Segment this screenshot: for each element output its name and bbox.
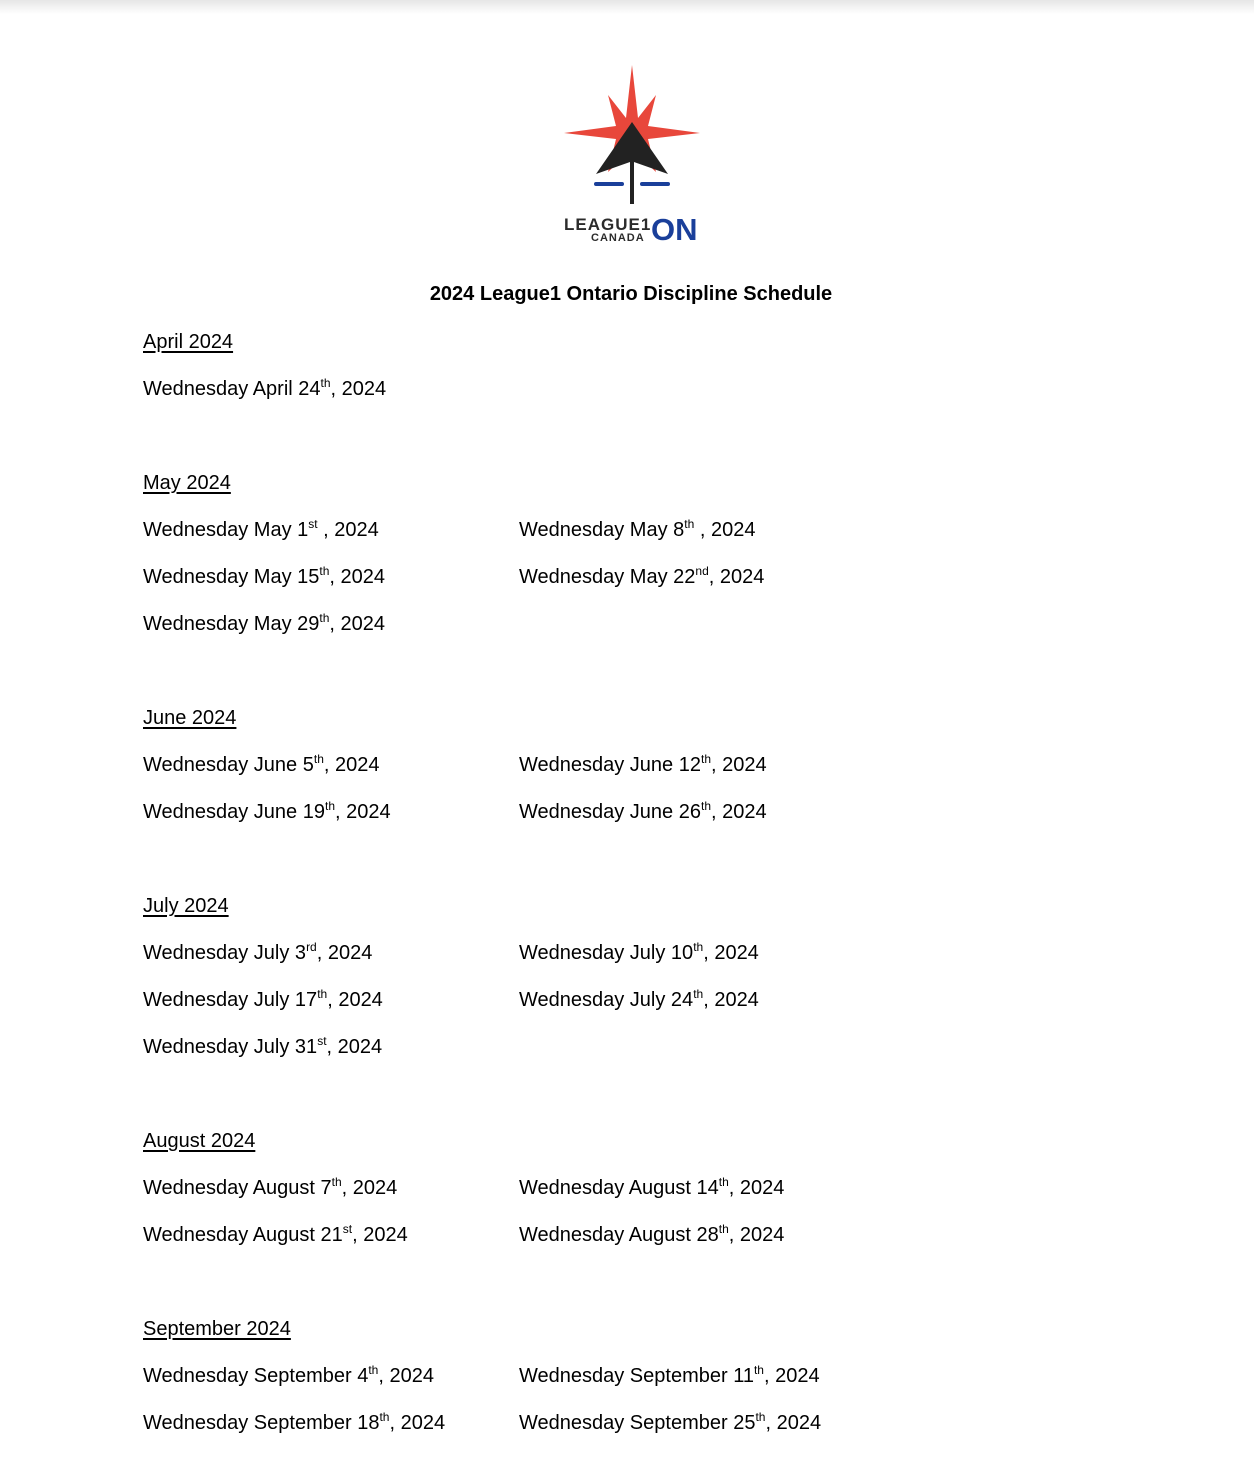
date-item: Wednesday June 26th, 2024 bbox=[519, 799, 767, 823]
date-item: Wednesday August 14th, 2024 bbox=[519, 1175, 785, 1199]
logo-text-on: ON bbox=[651, 212, 698, 247]
month-heading-june: June 2024 bbox=[143, 707, 237, 729]
logo-text-canada: CANADA bbox=[591, 232, 645, 244]
month-heading-august: August 2024 bbox=[143, 1130, 256, 1152]
logo-text-league1: LEAGUE1 bbox=[564, 215, 652, 234]
date-item: Wednesday August 7th, 2024 bbox=[143, 1175, 398, 1199]
date-item: Wednesday September 25th, 2024 bbox=[519, 1410, 822, 1434]
month-heading-may: May 2024 bbox=[143, 472, 231, 494]
date-item: Wednesday May 15th, 2024 bbox=[143, 564, 386, 588]
date-item: Wednesday April 24th, 2024 bbox=[143, 376, 387, 400]
date-item: Wednesday September 18th, 2024 bbox=[143, 1410, 446, 1434]
date-item: Wednesday July 10th, 2024 bbox=[519, 940, 759, 964]
date-item: Wednesday May 22nd, 2024 bbox=[519, 564, 765, 588]
date-item: Wednesday August 28th, 2024 bbox=[519, 1222, 785, 1246]
date-item: Wednesday May 29th, 2024 bbox=[143, 611, 386, 635]
month-heading-july: July 2024 bbox=[143, 895, 229, 917]
date-item: Wednesday September 11th, 2024 bbox=[519, 1363, 820, 1387]
date-item: Wednesday July 31st, 2024 bbox=[143, 1034, 383, 1058]
date-item: Wednesday June 12th, 2024 bbox=[519, 752, 767, 776]
logo-blue-line-left bbox=[594, 182, 624, 186]
date-item: Wednesday September 4th, 2024 bbox=[143, 1363, 434, 1387]
month-heading-september: September 2024 bbox=[143, 1318, 291, 1340]
month-heading-april: April 2024 bbox=[143, 331, 234, 353]
date-item: Wednesday June 19th, 2024 bbox=[143, 799, 391, 823]
date-item: Wednesday May 1st , 2024 bbox=[143, 517, 379, 541]
date-item: Wednesday August 21st, 2024 bbox=[143, 1222, 408, 1246]
page-top-shadow bbox=[0, 0, 1254, 14]
document-title: 2024 League1 Ontario Discipline Schedule bbox=[429, 283, 833, 305]
logo-blue-line-right bbox=[640, 182, 670, 186]
date-item: Wednesday July 17th, 2024 bbox=[143, 987, 383, 1011]
date-item: Wednesday June 5th, 2024 bbox=[143, 752, 380, 776]
date-item: Wednesday May 8th , 2024 bbox=[519, 517, 756, 541]
date-item: Wednesday July 24th, 2024 bbox=[519, 987, 759, 1011]
date-item: Wednesday July 3rd, 2024 bbox=[143, 940, 373, 964]
